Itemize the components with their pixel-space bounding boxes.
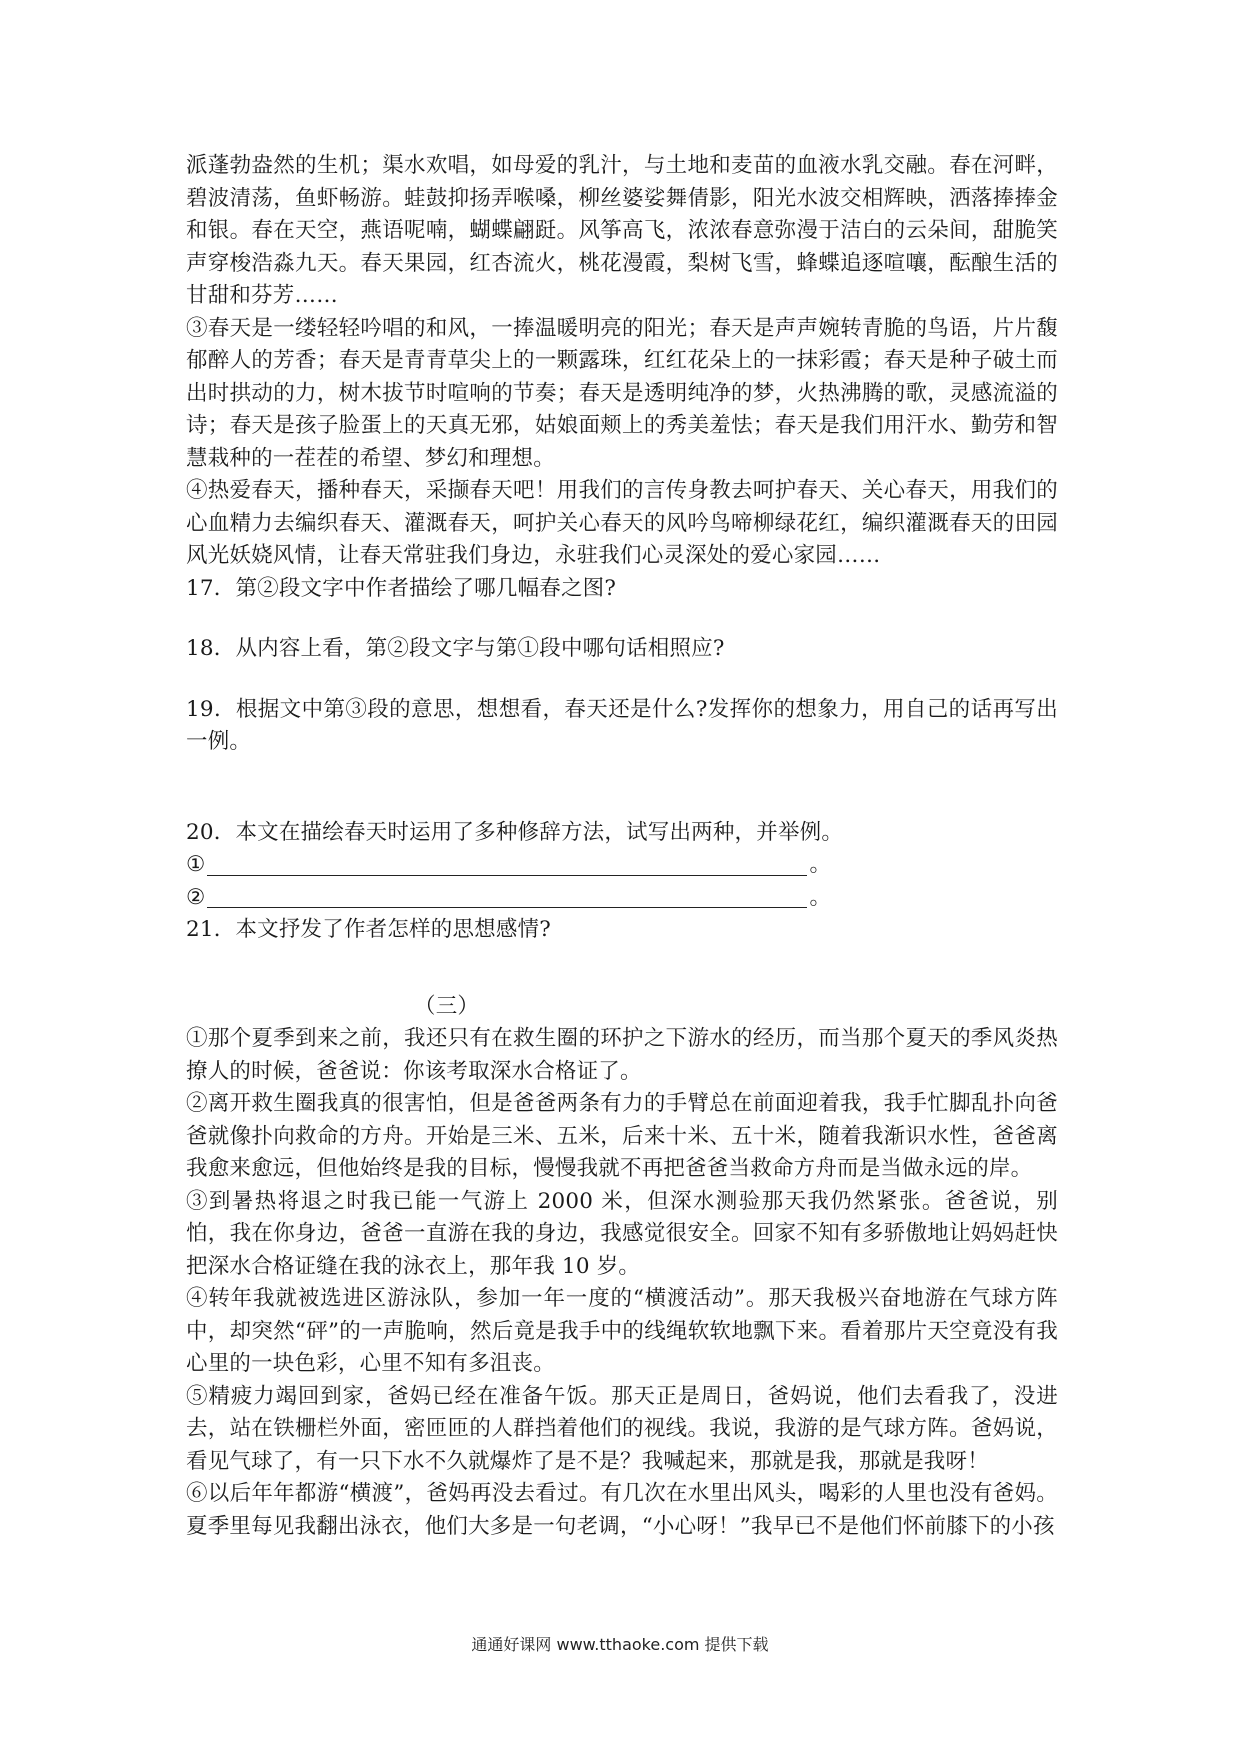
question-19: 19．根据文中第③段的意思，想想看，春天还是什么?发挥你的想象力，用自己的话再写出一例。	[186, 696, 1058, 754]
passage3-paragraph-3: ③到暑热将退之时我已能一气游上 2000 米，但深水测验那天我仍然紧张。爸爸说，别怕，我在你身边，爸爸一直游在我的身边，我感觉很安全。回家不知有多骄傲地让妈妈赶快把深水合格证缝在我的泳衣上，那年我 10 岁。	[186, 1188, 1058, 1279]
passage2-paragraph-3: ③春天是一缕轻轻吟唱的和风，一捧温暖明亮的阳光；春天是声声婉转青脆的鸟语，片片馥郁醉人的芳香；春天是青青草尖上的一颗露珠，红红花朵上的一抹彩霞；春天是种子破土而出时拱动的力，树木拔节时喧响的节奏；春天是透明纯净的梦，火热沸腾的歌，灵感流溢的诗；春天是孩子脸蛋上的天真无邪，姑娘面颊上的秀美羞怯；春天是我们用汗水、勤劳和智慧栽种的一茬茬的希望、梦幻和理想。	[186, 315, 1058, 471]
answer-blank-1[interactable]	[186, 849, 1058, 882]
passage3-paragraph-6: ⑥以后年年都游“横渡”，爸妈再没去看过。有几次在水里出风头，喝彩的人里也没有爸妈。夏季里每见我翻出泳衣，他们大多是一句老调，“小心呀！”我早已不是他们怀前膝下的小孩	[186, 1481, 1058, 1539]
answer-blank-2[interactable]	[186, 882, 1058, 915]
passage3-paragraph-2: ②离开救生圈我真的很害怕，但是爸爸两条有力的手臂总在前面迎着我，我手忙脚乱扑向爸爸就像扑向救命的方舟。开始是三米、五米，后来十米、五十米，随着我渐识水性，爸爸离我愈来愈远，但他始终是我的目标，慢慢我就不再把爸爸当救命方舟而是当做永远的岸。	[186, 1091, 1058, 1181]
question-20: 20．本文在描绘春天时运用了多种修辞方法，试写出两种，并举例。	[186, 819, 844, 845]
passage3-paragraph-1: ①那个夏季到来之前，我还只有在救生圈的环护之下游水的经历，而当那个夏天的季风炎热撩人的时候，爸爸说：你该考取深水合格证了。	[186, 1026, 1058, 1084]
answer-space-21	[186, 947, 1058, 991]
passage3-paragraph-5: ⑤精疲力竭回到家，爸妈已经在准备午饭。那天正是周日，爸妈说，他们去看我了，没进去，站在铁栅栏外面，密匝匝的人群挡着他们的视线。我说，我游的是气球方阵。爸妈说，看见气球了，有一只下水不久就爆炸了是不是？我喊起来，那就是我，那就是我呀！	[186, 1383, 1058, 1474]
page-footer: 通通好课网 www.tthaoke.com 提供下载	[471, 1635, 769, 1654]
passage2-paragraph-4: ④热爱春天，播种春天，采撷春天吧！用我们的言传身教去呵护春天、关心春天，用我们的心血精力去编织春天、灌溉春天，呵护关心春天的风吟鸟啼柳绿花红，编织灌溉春天的田园风光妖娆风情，让春天常驻我们身边，永驻我们心灵深处的爱心家园……	[186, 478, 1058, 568]
passage3-paragraph-4: ④转年我就被选进区游泳队，参加一年一度的“横渡活动”。那天我极兴奋地游在气球方阵中，却突然“砰”的一声脆响，然后竟是我手中的线绳软软地飘下来。看着那片天空竟没有我心里的一块色彩，心里不知有多沮丧。	[186, 1286, 1058, 1376]
question-17: 17．第②段文字中作者描绘了哪几幅春之图?	[186, 575, 617, 601]
blank-period-2: 。	[809, 884, 832, 910]
blank-underline-1[interactable]	[207, 853, 807, 876]
blank-period-1: 。	[809, 852, 832, 877]
blank-underline-2[interactable]	[207, 885, 807, 908]
answer-space-18	[186, 666, 1058, 694]
blank-number-2: ②	[186, 884, 206, 910]
section-heading-3: （三）	[414, 993, 480, 1019]
passage2-paragraph-2-continued: 派蓬勃盎然的生机；渠水欢唱，如母爱的乳汁，与土地和麦苗的血液水乳交融。春在河畔，碧波清荡，鱼虾畅游。蛙鼓抑扬弄喉嗓，柳丝婆娑舞倩影，阳光水波交相辉映，洒落捧捧金和银。春在天空，燕语呢喃，蝴蝶翩跹。风筝高飞，浓浓春意弥漫于洁白的云朵间，甜脆笑声穿梭浩淼九天。春天果园，红杏流火，桃花漫霞，梨树飞雪，蜂蝶追逐喧嚷，酝酿生活的甘甜和芬芳……	[186, 153, 1058, 308]
document-page	[186, 150, 1058, 1543]
blank-number-1: ①	[186, 852, 206, 877]
question-21: 21．本文抒发了作者怎样的思想感情?	[186, 917, 551, 942]
answer-space-19	[186, 759, 1058, 817]
question-18: 18．从内容上看，第②段文字与第①段中哪句话相照应?	[186, 636, 725, 661]
answer-space-17	[186, 605, 1058, 633]
